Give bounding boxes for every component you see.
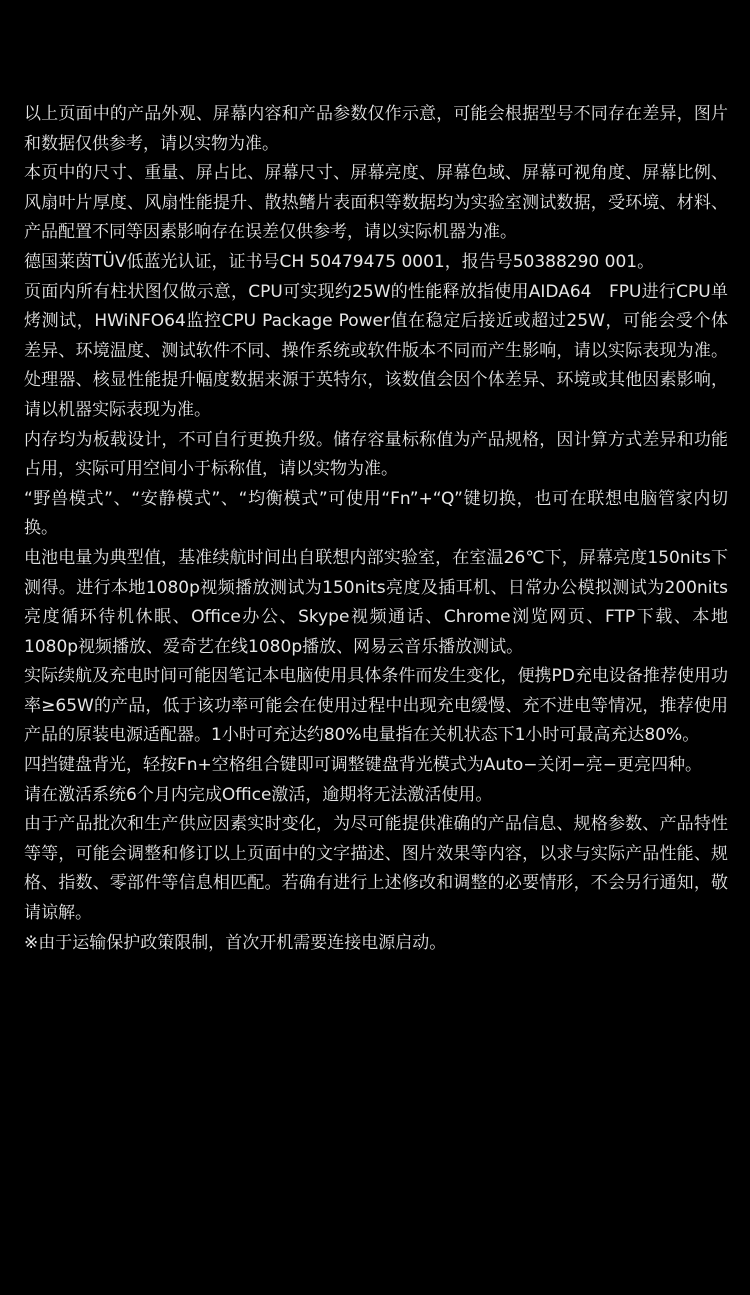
note-paragraph: 实际续航及充电时间可能因笔记本电脑使用具体条件而发生变化，便携PD充电设备推荐使用功率≥65W的产品，低于该功率可能会在使用过程中出现充电缓慢、充不进电等情况，推荐使用产品的原装电源适配器。1小时可充达约80%电量指在关机状态下1小时可最高充达80%。 — [24, 666, 728, 746]
note-paragraph: 内存均为板载设计，不可自行更换升级。储存容量标称值为产品规格，因计算方式差异和功能占用，实际可用空间小于标称值，请以实物为准。 — [24, 429, 728, 480]
note-paragraph: 页面内所有柱状图仅做示意，CPU可实现约25W的性能释放指使用AIDA64 FPU进行CPU单烤测试，HWiNFO64监控CPU Package Power值在稳定后接近或超过25W，可能会受个体差异、环境温度、测试软件不同、操作系统或软件版本不同而产生影响，请以实际表现为准。处理器、核显性能提升幅度数据来源于英特尔，该数值会因个体差异、环境或其他因素影响，请以机器实际表现为准。 — [24, 281, 728, 420]
note-paragraph: ※由于运输保护政策限制，首次开机需要连接电源启动。 — [24, 932, 447, 953]
note-paragraph: 由于产品批次和生产供应因素实时变化，为尽可能提供准确的产品信息、规格参数、产品特性等等，可能会调整和修订以上页面中的文字描述、图片效果等内容，以求与实际产品性能、规格、指数、零部件等信息相匹配。若确有进行上述修改和调整的必要情形，不会另行通知，敬请谅解。 — [24, 814, 728, 924]
note-paragraph: 请在激活系统6个月内完成Office激活，逾期将无法激活使用。 — [24, 784, 493, 805]
note-paragraph: 德国莱茵TÜV低蓝光认证，证书号CH 50479475 0001，报告号50388290 001。 — [24, 251, 655, 272]
note-paragraph: 本页中的尺寸、重量、屏占比、屏幕尺寸、屏幕亮度、屏幕色域、屏幕可视角度、屏幕比例、风扇叶片厚度、风扇性能提升、散热鳍片表面积等数据均为实验室测试数据，受环境、材料、产品配置不同等因素影响存在误差仅供参考，请以实际机器为准。 — [24, 163, 728, 243]
note-paragraph: 以上页面中的产品外观、屏幕内容和产品参数仅作示意，可能会根据型号不同存在差异，图片和数据仅供参考，请以实物为准。 — [24, 104, 728, 154]
note-paragraph: “野兽模式”、“安静模式”、“均衡模式”可使用“Fn”+“Q”键切换，也可在联想电脑管家内切换。 — [24, 488, 728, 539]
note-paragraph: 电池电量为典型值，基准续航时间出自联想内部实验室，在室温26℃下，屏幕亮度150nits下测得。进行本地1080p视频播放测试为150nits亮度及插耳机、日常办公模拟测试为200nits亮度循环待机休眠、Office办公、Skype视频通话、Chrome浏览网页、FTP下载、本地1080p视频播放、爱奇艺在线1080p播放、网易云音乐播放测试。 — [24, 547, 728, 657]
note-paragraph: 四挡键盘背光，轻按Fn+空格组合键即可调整键盘背光模式为Auto−关闭−亮−更亮四种。 — [24, 755, 702, 776]
disclaimer-notes — [24, 100, 728, 958]
